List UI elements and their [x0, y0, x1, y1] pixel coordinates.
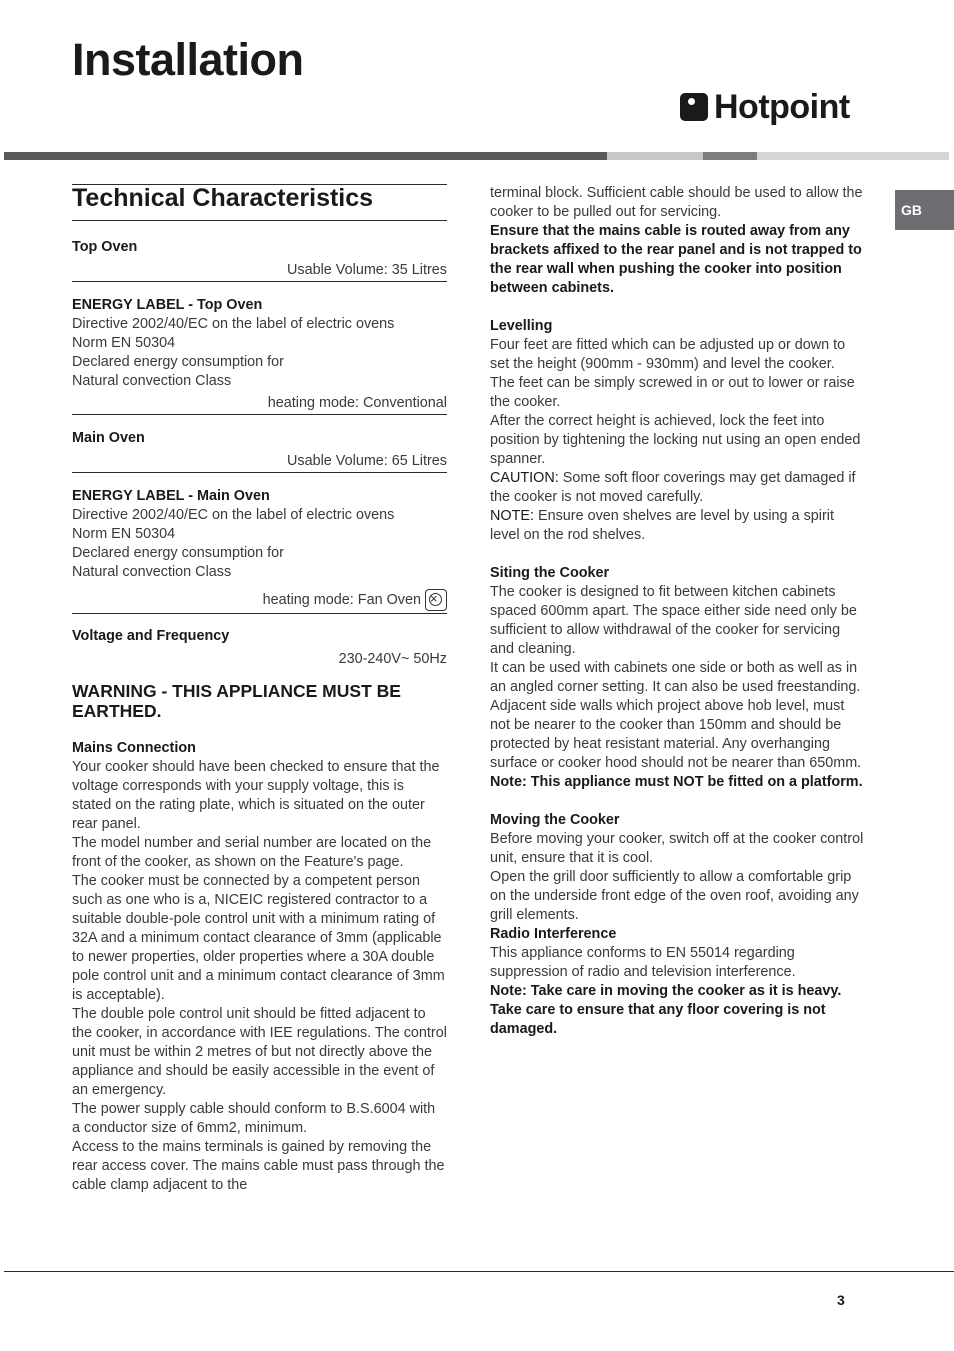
energy-top-line: Natural convection Class	[72, 373, 232, 389]
radio-paragraph: This appliance conforms to EN 55014 regarding suppression of radio and television interference.	[490, 945, 796, 980]
energy-top-line: Norm EN 50304	[72, 335, 176, 351]
energy-main-heading: ENERGY LABEL - Main Oven	[72, 488, 270, 504]
mains-heading: Mains Connection	[72, 740, 196, 756]
brand-logo	[680, 90, 850, 124]
page-number: 3	[837, 1292, 845, 1308]
levelling-paragraph: Four feet are fitted which can be adjusted up or down to set the height (900mm - 930mm) and level the cooker.	[490, 337, 846, 372]
header-stripe-mid	[703, 152, 757, 160]
siting-paragraph: The cooker is designed to fit between kitchen cabinets spaced 600mm apart. The space either side need only be sufficient to allow withdrawal of the cooker for servicing and cleaning.	[490, 584, 857, 657]
energy-top-mode: heating mode: Conventional	[267, 395, 447, 411]
mains-continued: terminal block. Sufficient cable should be used to allow the cooker to be pulled out for servicing.	[490, 185, 863, 220]
energy-main-line: Norm EN 50304	[72, 526, 176, 542]
mains-paragraph: The cooker must be connected by a competent person such as one who is a, NICEIC registered contractor to a suitable double-pole control unit with a minimum rating of 32A and a minimum contact clearance of 3mm (applicable to newer properties, older properties where a 30A double pole control unit and a minimum contact clearance of 3mm is acceptable).	[72, 873, 445, 1003]
language-badge: GB	[895, 190, 954, 230]
top-oven-heading: Top Oven	[72, 239, 138, 255]
energy-main-line: Natural convection Class	[72, 564, 232, 580]
energy-main-line: Declared energy consumption for	[72, 545, 284, 561]
moving-paragraph: Before moving your cooker, switch off at the cooker control unit, ensure that it is cool.	[490, 831, 864, 866]
section-title: Technical Characteristics	[72, 184, 374, 212]
caution-label: CAUTION:	[490, 470, 559, 486]
levelling-paragraph: After the correct height is achieved, lock the feet into position by tightening the locking nut using an open ended spanner.	[490, 413, 861, 467]
siting-note: Note: This appliance must NOT be fitted on a platform.	[490, 774, 863, 790]
note-text: Ensure oven shelves are level by using a spirit level on the rod shelves.	[490, 508, 834, 543]
moving-heading: Moving the Cooker	[490, 812, 620, 828]
divider	[72, 472, 447, 473]
levelling-paragraph: The feet can be simply screwed in or out to lower or raise the cooker.	[490, 375, 855, 410]
radio-note: Note: Take care in moving the cooker as it is heavy. Take care to ensure that any floor covering is not damaged.	[490, 983, 842, 1037]
header-stripe-light-end	[757, 152, 949, 160]
energy-top-line: Declared energy consumption for	[72, 354, 284, 370]
header-stripe-light	[607, 152, 703, 160]
note-label: NOTE:	[490, 508, 534, 524]
moving-paragraph: Open the grill door sufficiently to allow a comfortable grip on the underside front edge of the oven roof, avoiding any grill elements.	[490, 869, 859, 923]
mains-paragraph: Access to the mains terminals is gained by removing the rear access cover. The mains cable must pass through the cable clamp adjacent to the	[72, 1139, 445, 1193]
divider	[72, 220, 447, 221]
right-column	[490, 184, 864, 1039]
siting-paragraph: Adjacent side walls which project above hob level, must not be nearer to the cooker than 150mm and should be protected by heat resistant material. Any overhanging surface or cooker hood should not be nearer than 650mm.	[490, 698, 862, 771]
fan-oven-icon	[425, 589, 447, 611]
top-oven-volume: Usable Volume: 35 Litres	[287, 262, 447, 278]
caution-text: Some soft floor coverings may get damaged if the cooker is not moved carefully.	[490, 470, 856, 505]
levelling-heading: Levelling	[490, 318, 553, 334]
warning-earthed: WARNING - THIS APPLIANCE MUST BE EARTHED.	[72, 681, 401, 721]
header-stripe-dark	[4, 152, 607, 160]
hotpoint-logo-icon	[680, 93, 708, 121]
brand-name: Hotpoint	[714, 88, 850, 126]
left-column	[72, 184, 447, 1195]
siting-paragraph: It can be used with cabinets one side or both as well as in an angled corner setting. It can also be used freestanding.	[490, 660, 861, 695]
radio-heading: Radio Interference	[490, 926, 617, 942]
energy-main-mode-row	[72, 589, 447, 611]
voltage-heading: Voltage and Frequency	[72, 628, 230, 644]
main-oven-heading: Main Oven	[72, 430, 145, 446]
mains-paragraph: The power supply cable should conform to B.S.6004 with a conductor size of 6mm2, minimum.	[72, 1101, 436, 1136]
divider	[72, 281, 447, 282]
mains-paragraph: The model number and serial number are located on the front of the cooker, as shown on the Feature's page.	[72, 835, 432, 870]
energy-top-line: Directive 2002/40/EC on the label of electric ovens	[72, 316, 395, 332]
footer-divider	[4, 1271, 954, 1272]
levelling-caution	[490, 469, 864, 507]
divider	[72, 613, 447, 614]
page-title: Installation	[72, 34, 304, 85]
voltage-value: 230-240V~ 50Hz	[338, 651, 447, 667]
mains-paragraph: Your cooker should have been checked to ensure that the voltage corresponds with your supply voltage, this is stated on the rating plate, which is situated on the outer rear panel.	[72, 759, 440, 832]
divider	[72, 414, 447, 415]
energy-top-heading: ENERGY LABEL - Top Oven	[72, 297, 263, 313]
energy-main-mode: heating mode: Fan Oven	[262, 591, 421, 608]
mains-cable-warning: Ensure that the mains cable is routed away from any brackets affixed to the rear panel and is not trapped to the rear wall when pushing the cooker into position between cabinets.	[490, 223, 862, 296]
siting-heading: Siting the Cooker	[490, 565, 610, 581]
main-oven-volume: Usable Volume: 65 Litres	[287, 453, 447, 469]
levelling-note	[490, 507, 864, 545]
mains-paragraph: The double pole control unit should be fitted adjacent to the cooker, in accordance with IEE regulations. The control unit must be within 2 metres of but not directly above the appliance and should be easily accessible in the event of an emergency.	[72, 1006, 447, 1098]
energy-main-line: Directive 2002/40/EC on the label of electric ovens	[72, 507, 395, 523]
